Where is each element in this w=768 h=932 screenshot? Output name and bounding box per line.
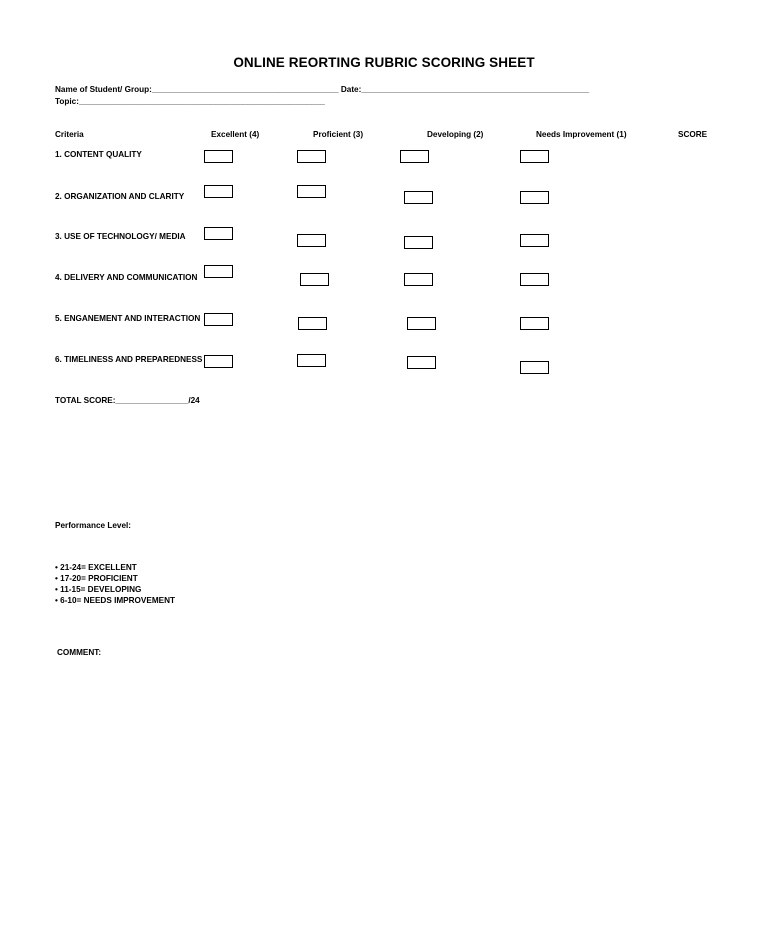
header-score: SCORE <box>678 130 708 139</box>
header-proficient: Proficient (3) <box>313 130 364 139</box>
performance-level-item: • 17-20= PROFICIENT <box>55 574 138 583</box>
rating-checkbox-needs-improvement[interactable] <box>520 191 549 204</box>
performance-level-item: • 11-15= DEVELOPING <box>55 585 142 594</box>
topic-line[interactable]: Topic:______________________________________________________ <box>55 97 325 106</box>
rating-checkbox-developing[interactable] <box>404 191 433 204</box>
criteria-row-label: 3. USE OF TECHNOLOGY/ MEDIA <box>55 232 186 241</box>
total-score-line[interactable]: TOTAL SCORE:________________/24 <box>55 396 200 405</box>
document-title: ONLINE REORTING RUBRIC SCORING SHEET <box>233 55 535 70</box>
comment-label: COMMENT: <box>57 648 102 657</box>
rating-checkbox-needs-improvement[interactable] <box>520 234 549 247</box>
header-criteria: Criteria <box>55 130 84 139</box>
rating-checkbox-needs-improvement[interactable] <box>520 317 549 330</box>
performance-level-item: • 6-10= NEEDS IMPROVEMENT <box>55 596 176 605</box>
rating-checkbox-developing[interactable] <box>404 236 433 249</box>
performance-level-item: • 21-24= EXCELLENT <box>55 563 137 572</box>
rating-checkbox-excellent[interactable] <box>204 265 233 278</box>
rating-checkbox-needs-improvement[interactable] <box>520 361 549 374</box>
header-excellent: Excellent (4) <box>211 130 260 139</box>
rating-checkbox-needs-improvement[interactable] <box>520 273 549 286</box>
header-developing: Developing (2) <box>427 130 484 139</box>
rating-checkbox-proficient[interactable] <box>297 185 326 198</box>
rating-checkbox-proficient[interactable] <box>297 150 326 163</box>
criteria-row-label: 5. ENGANEMENT AND INTERACTION <box>55 314 201 323</box>
rating-checkbox-proficient[interactable] <box>300 273 329 286</box>
criteria-row-label: 1. CONTENT QUALITY <box>55 150 142 159</box>
criteria-row-label: 2. ORGANIZATION AND CLARITY <box>55 192 185 201</box>
rating-checkbox-proficient[interactable] <box>297 234 326 247</box>
header-needs-improvement: Needs Improvement (1) <box>536 130 627 139</box>
rating-checkbox-proficient[interactable] <box>297 354 326 367</box>
rating-checkbox-developing[interactable] <box>400 150 429 163</box>
criteria-row-label: 4. DELIVERY AND COMMUNICATION <box>55 273 198 282</box>
rating-checkbox-excellent[interactable] <box>204 185 233 198</box>
rating-checkbox-excellent[interactable] <box>204 227 233 240</box>
rating-checkbox-needs-improvement[interactable] <box>520 150 549 163</box>
performance-level-heading: Performance Level: <box>55 521 131 530</box>
rating-checkbox-excellent[interactable] <box>204 150 233 163</box>
criteria-row-label: 6. TIMELINESS AND PREPAREDNESS <box>55 355 203 364</box>
rating-checkbox-excellent[interactable] <box>204 313 233 326</box>
rating-checkbox-excellent[interactable] <box>204 355 233 368</box>
rating-checkbox-developing[interactable] <box>404 273 433 286</box>
rating-checkbox-developing[interactable] <box>407 356 436 369</box>
rating-checkbox-proficient[interactable] <box>298 317 327 330</box>
name-date-line[interactable]: Name of Student/ Group:_________________________________________ Date:__________________________________________________ <box>55 85 589 94</box>
rating-checkbox-developing[interactable] <box>407 317 436 330</box>
